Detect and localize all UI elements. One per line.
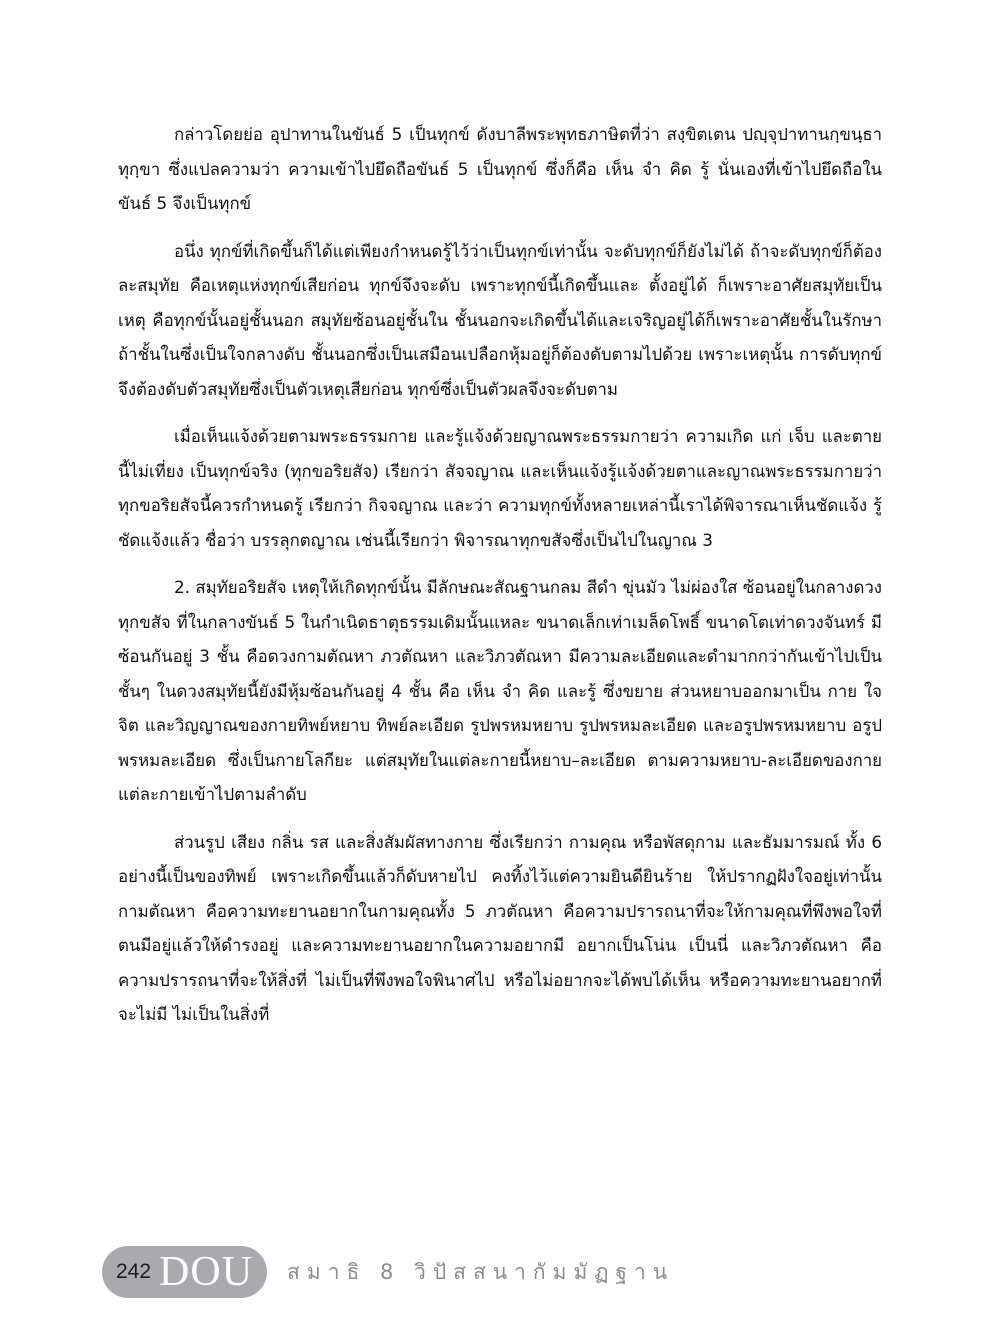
book-title: สมาธิ 8 วิปัสสนากัมมัฏฐาน (287, 1259, 675, 1284)
page-number: 242 (116, 1260, 152, 1283)
body-text (118, 117, 882, 1045)
paragraph-kamaguna: ส่วนรูป เสียง กลิ่น รส และสิ่งสัมผัสทางกาย ซึ่งเรียกว่า กามคุณ หรือพัสดุกาม และธัมมารมณ์ ทั้ง 6 อย่างนี้เป็นของทิพย์ เพราะเกิดขึ้นแล้วก็ดับหายไป คงทิ้งไว้แต่ความยินดียินร้าย ให้ปรากฏฝังใจอยู่เท่านั้น กามตัณหา คือความทะยานอยากในกามคุณทั้ง 5 ภวตัณหา คือความปรารถนาที่จะให้กามคุณที่พึงพอใจที่ตนมีอยู่แล้วให้ดำรงอยู่ และความทะยานอยากในความอยากมี อยากเป็นโน่น เป็นนี่ และวิภวตัณหา คือความปรารถนาที่จะให้สิ่งที่ ไม่เป็นที่พึงพอใจพินาศไป หรือไม่อยากจะได้พบได้เห็น หรือความทะยานอยากที่จะไม่มี ไม่เป็นในสิ่งที่ (118, 831, 883, 1024)
brand-logo: DOU (159, 1249, 254, 1295)
footer-badge (102, 1246, 267, 1298)
paragraph-dukkha-cessation: อนึ่ง ทุกข์ที่เกิดขึ้นก็ได้แต่เพียงกำหนดรู้ไว้ว่าเป็นทุกข์เท่านั้น จะดับทุกข์ก็ยังไม่ได้ ถ้าจะดับทุกข์ก็ต้องละสมุทัย คือเหตุแห่งทุกข์เสียก่อน ทุกข์จึงจะดับ เพราะทุกข์นี้เกิดขึ้นและ ตั้งอยู่ได้ ก็เพราะอาศัยสมุทัยเป็นเหตุ คือทุกข์นั้นอยู่ชั้นนอก สมุทัยซ้อนอยู่ชั้นใน ชั้นนอกจะเกิดขึ้นได้และเจริญอยู่ได้ก็เพราะอาศัยชั้นในรักษา ถ้าชั้นในซึ่งเป็นใจกลางดับ ชั้นนอกซึ่งเป็นเสมือนเปลือกหุ้มอยู่ก็ต้องดับตามไปด้วย เพราะเหตุนั้น การดับทุกข์จึงต้องดับตัวสมุทัยซึ่งเป็นตัวเหตุเสียก่อน ทุกข์ซึ่งเป็นตัวผลจึงจะดับตาม (118, 240, 882, 399)
paragraph-upadana: กล่าวโดยย่อ อุปาทานในขันธ์ 5 เป็นทุกข์ ดังบาลีพระพุทธภาษิตที่ว่า สงฺขิตเตน ปญฺจุปาทานกฺขนฺธา ทุกฺขา ซึ่งแปลความว่า ความเข้าไปยึดถือขันธ์ 5 เป็นทุกข์ ซึ่งก็คือ เห็น จำ คิด รู้ นั่นเองที่เข้าไปยึดถือในขันธ์ 5 จึงเป็นทุกข์ (118, 124, 882, 213)
paragraph-three-insights: เมื่อเห็นแจ้งด้วยตามพระธรรมกาย และรู้แจ้งด้วยญาณพระธรรมกายว่า ความเกิด แก่ เจ็บ และตายนี้ไม่เที่ยง เป็นทุกข์จริง (ทุกขอริยสัจ) เรียกว่า สัจจญาณ และเห็นแจ้งรู้แจ้งด้วยตาและญาณพระธรรมกายว่า ทุกขอริยสัจนี้ควรกำหนดรู้ เรียกว่า กิจจญาณ และว่า ความทุกข์ทั้งหลายเหล่านี้เราได้พิจารณาเห็นชัดแจ้ง รู้ชัดแจ้งแล้ว ชื่อว่า บรรลุกตญาณ เช่นนี้เรียกว่า พิจารณาทุกขสัจซึ่งเป็นไปในญาณ 3 (118, 426, 882, 550)
paragraph-samudaya: 2. สมุทัยอริยสัจ เหตุให้เกิดทุกข์นั้น มีลักษณะสัณฐานกลม สีดำ ขุ่นมัว ไม่ผ่องใส ซ้อนอยู่ในกลางดวงทุกขสัจ ที่ในกลางขันธ์ 5 ในกำเนิดธาตุธรรมเดิมนั้นแหละ ขนาดเล็กเท่าเมล็ดโพธิ์ ขนาดโตเท่าดวงจันทร์ มีซ้อนกันอยู่ 3 ชั้น คือดวงกามตัณหา ภวตัณหา และวิภวตัณหา มีความละเอียดและดำมากกว่ากันเข้าไปเป็นชั้นๆ ในดวงสมุทัยนี้ยังมีหุ้มซ้อนกันอยู่ 4 ชั้น คือ เห็น จำ คิด และรู้ ซึ่งขยาย ส่วนหยาบออกมาเป็น กาย ใจ จิต และวิญญาณของกายทิพย์หยาบ ทิพย์ละเอียด รูปพรหมหยาบ รูปพรหมละเอียด และอรูปพรหมหยาบ อรูปพรหมละเอียด ซึ่งเป็นกายโลกียะ แต่สมุทัยในแต่ละกายนี้หยาบ–ละเอียด ตามความหยาบ-ละเอียดของกายแต่ละกายเข้าไปตามลำดับ (118, 577, 882, 804)
page-footer (102, 1246, 674, 1298)
